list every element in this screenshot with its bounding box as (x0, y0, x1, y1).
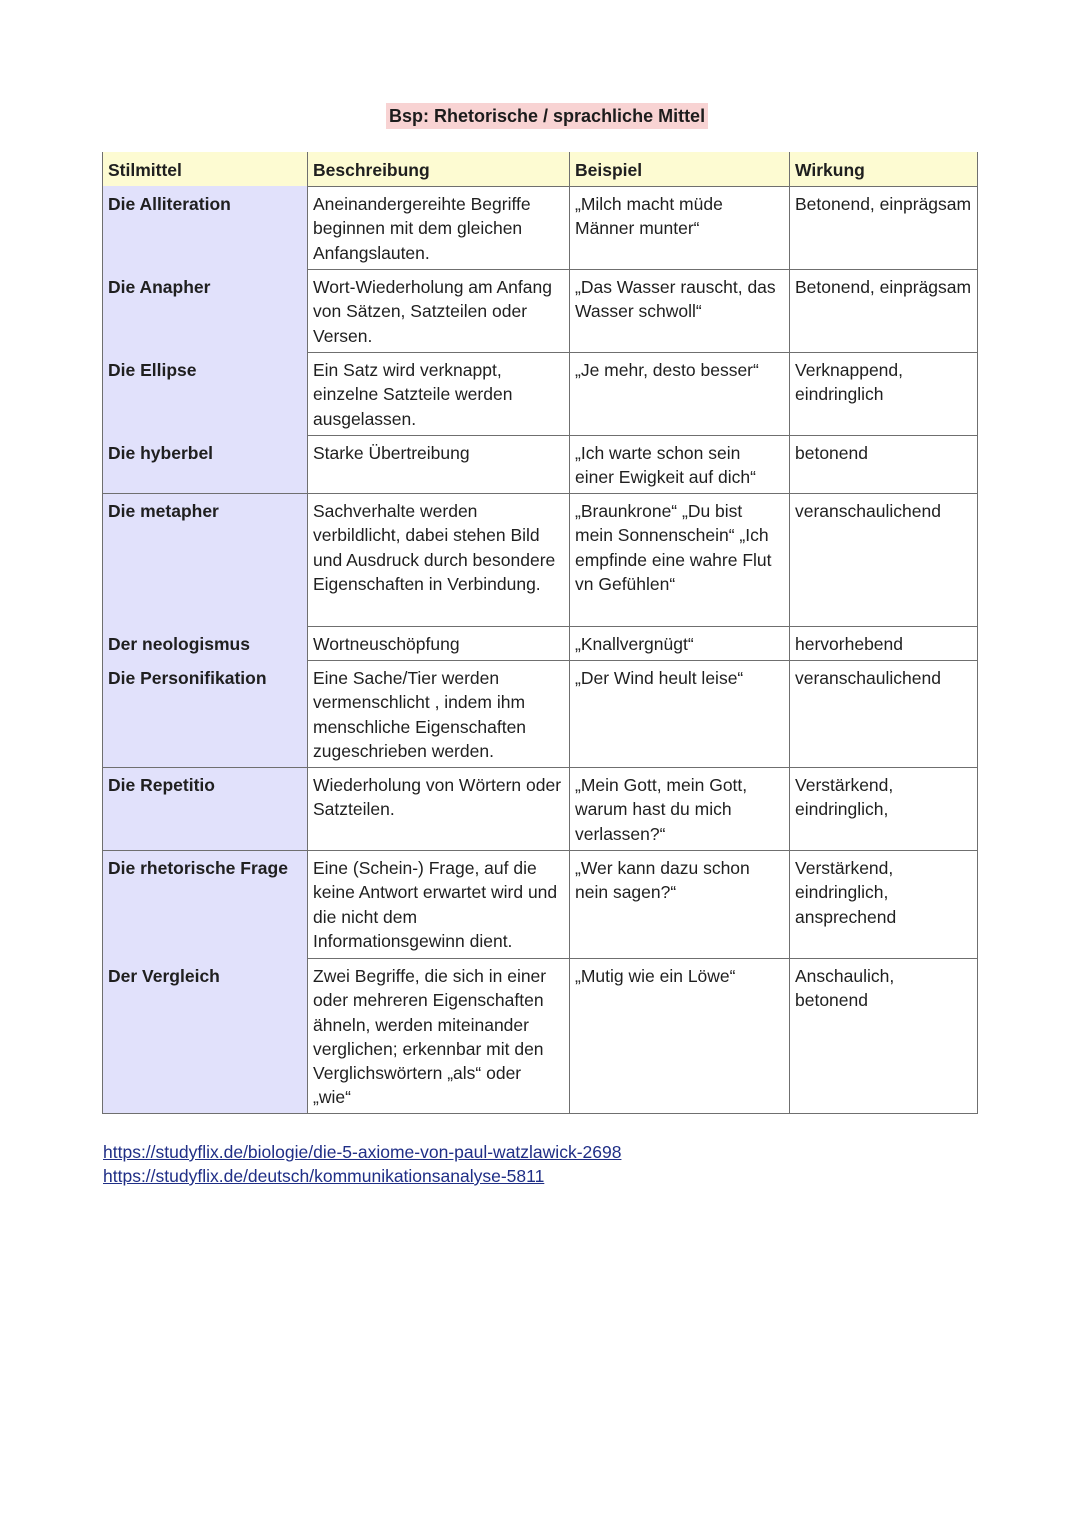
row-7-beispiel: „Mein Gott, mein Gott, warum hast du mich verlassen?“ (575, 775, 748, 844)
row-9-beispiel: „Mutig wie ein Löwe“ (575, 966, 736, 986)
row-0-beispiel: „Milch macht müde Männer munter“ (575, 194, 723, 239)
row-0-wirkung: Betonend, einprägsam (795, 194, 972, 214)
row-1-beschreibung: Wort-Wiederholung am Anfang von Sätzen, Satzteilen oder Versen. (313, 277, 552, 346)
row-7-beschreibung: Wiederholung von Wörtern oder Satzteilen. (313, 775, 562, 820)
grid-line (307, 626, 978, 627)
row-0-stilmittel: Die Alliteration (102, 186, 307, 216)
grid-line (102, 850, 978, 851)
row-1-stilmittel: Die Anapher (102, 269, 307, 299)
row-7-wirkung: Verstärkend, eindringlich, (795, 775, 894, 820)
header-wirkung: Wirkung (789, 152, 978, 186)
row-6-beschreibung: Eine Sache/Tier werden vermenschlicht , indem ihm menschliche Eigenschaften zugeschrieben werden. (313, 668, 527, 761)
grid-line (569, 152, 570, 1114)
row-9-stilmittel: Der Vergleich (102, 958, 307, 988)
grid-line (102, 493, 978, 494)
row-4-wirkung: veranschaulichend (795, 501, 941, 521)
row-2-wirkung: Verknappend, eindringlich (795, 360, 904, 405)
stilmittel-table (102, 152, 978, 1114)
grid-line (307, 269, 978, 270)
grid-line (102, 152, 103, 1114)
row-3-stilmittel: Die hyberbel (102, 435, 307, 465)
row-8-wirkung: Verstärkend, eindringlich, ansprechend (795, 858, 897, 927)
row-7-stilmittel: Die Repetitio (102, 767, 307, 797)
row-0-beschreibung: Aneinandergereihte Begriffe beginnen mit dem gleichen Anfangslauten. (313, 194, 531, 263)
grid-line (307, 958, 978, 959)
row-3-wirkung: betonend (795, 443, 868, 463)
row-1-wirkung: Betonend, einprägsam (795, 277, 972, 297)
row-6-wirkung: veranschaulichend (795, 668, 941, 688)
row-5-beispiel: „Knallvergnügt“ (575, 634, 694, 654)
row-3-beispiel: „Ich warte schon sein einer Ewigkeit auf dich“ (575, 443, 756, 488)
header-beispiel: Beispiel (569, 152, 789, 186)
grid-line (789, 152, 790, 1114)
row-8-stilmittel: Die rhetorische Frage (102, 850, 307, 880)
row-4-beschreibung: Sachverhalte werden verbildlicht, dabei stehen Bild und Ausdruck durch besondere Eigenschaften in Verbindung. (313, 501, 556, 594)
link-kommunikationsanalyse[interactable]: https://studyflix.de/deutsch/kommunikationsanalyse-5811 (103, 1166, 545, 1186)
row-2-beispiel: „Je mehr, desto besser“ (575, 360, 759, 380)
row-4-stilmittel: Die metapher (102, 493, 307, 523)
grid-line (307, 435, 978, 436)
grid-line (307, 152, 308, 1114)
grid-line (307, 186, 978, 187)
header-stilmittel: Stilmittel (102, 152, 307, 186)
row-6-stilmittel: Die Personifikation (102, 660, 307, 690)
document-title: Bsp: Rhetorische / sprachliche Mittel (386, 103, 708, 129)
row-5-wirkung: hervorhebend (795, 634, 903, 654)
row-2-beschreibung: Ein Satz wird verknappt, einzelne Satzteile werden ausgelassen. (313, 360, 513, 429)
link-watzlawick-axiome[interactable]: https://studyflix.de/biologie/die-5-axiome-von-paul-watzlawick-2698 (103, 1142, 622, 1162)
row-8-beschreibung: Eine (Schein-) Frage, auf die keine Antwort erwartet wird und die nicht dem Informationsgewinn dient. (313, 858, 558, 951)
reference-links (103, 1140, 621, 1188)
header-beschreibung: Beschreibung (307, 152, 569, 186)
row-4-beispiel: „Braunkrone“ „Du bist mein Sonnenschein“ „Ich empfinde eine wahre Flut vn Gefühlen“ (575, 501, 772, 594)
row-5-stilmittel: Der neologismus (102, 626, 307, 656)
row-9-beschreibung: Zwei Begriffe, die sich in einer oder mehreren Eigenschaften ähneln, werden miteinander verglichen; erkennbar mit den Verglichswörtern „als“ oder „wie“ (313, 966, 547, 1108)
grid-line (102, 1113, 978, 1114)
row-3-beschreibung: Starke Übertreibung (313, 443, 470, 463)
grid-line (307, 352, 978, 353)
grid-line (102, 767, 978, 768)
row-2-stilmittel: Die Ellipse (102, 352, 307, 382)
row-8-beispiel: „Wer kann dazu schon nein sagen?“ (575, 858, 750, 903)
row-5-beschreibung: Wortneuschöpfung (313, 634, 460, 654)
row-9-wirkung: Anschaulich, betonend (795, 966, 895, 1011)
grid-line (307, 660, 978, 661)
grid-line (977, 152, 978, 1114)
row-6-beispiel: „Der Wind heult leise“ (575, 668, 744, 688)
row-1-beispiel: „Das Wasser rauscht, das Wasser schwoll“ (575, 277, 776, 322)
